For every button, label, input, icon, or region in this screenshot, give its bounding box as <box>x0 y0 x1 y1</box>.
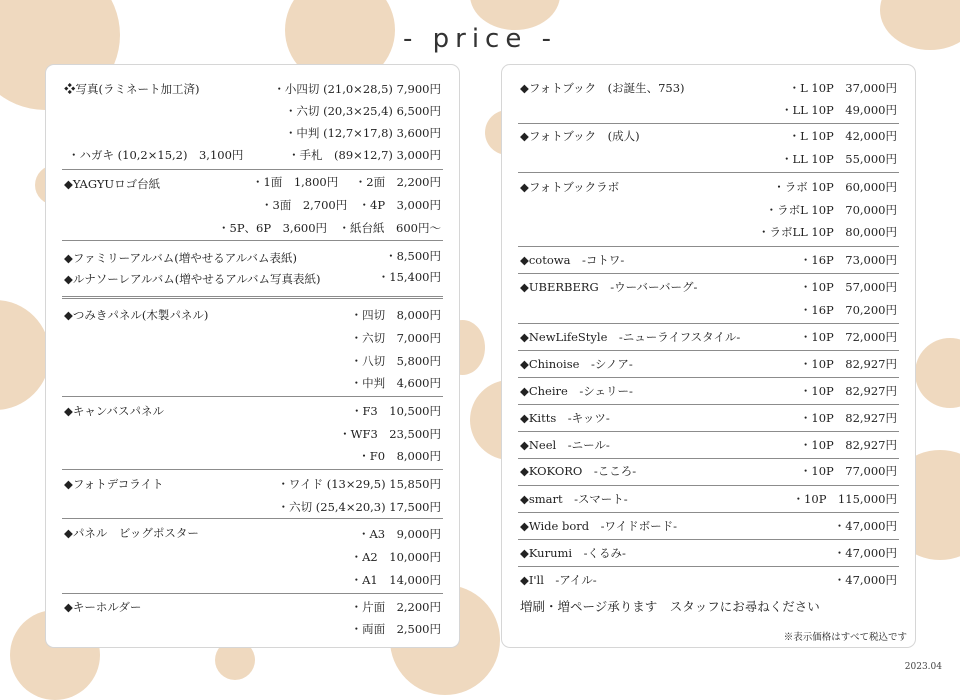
section-cotowa <box>518 246 899 274</box>
section-chinoise <box>518 350 899 378</box>
section-heading: ◆KOKORO -こころ- <box>520 464 637 478</box>
price-row: ・1面 1,800円 <box>252 175 339 189</box>
section-photobook-labo <box>518 172 899 247</box>
price-row: ・A1 14,000円 <box>350 573 441 587</box>
price-row: ・ワイド (13×29,5) 15,850円 <box>277 477 441 491</box>
section-heading: ◆cotowa -コトワ- <box>520 253 625 267</box>
price-row: ・5P、6P 3,600円 <box>218 221 328 235</box>
price-row: ・3面 2,700円 <box>261 198 348 212</box>
price-row: ・中判 (12,7×17,8) 3,600円 <box>284 126 441 140</box>
price-row: ・10P 72,000円 <box>799 330 897 344</box>
price-row: ・16P 70,200円 <box>799 303 897 317</box>
price-row: ・八切 5,800円 <box>350 354 441 368</box>
section-neel <box>518 431 899 459</box>
price-row: ・LL 10P 55,000円 <box>780 152 897 166</box>
price-row: ・8,500円 <box>385 249 441 263</box>
section-canvas-panel <box>62 396 443 470</box>
price-row: ・手札 (89×12,7) 3,000円 <box>288 148 441 162</box>
section-heading: ◆UBERBERG -ウーバーバーグ- <box>520 280 698 294</box>
price-row: ・16P 73,000円 <box>799 253 897 267</box>
section-photobook-birthday <box>518 73 899 124</box>
price-row: ・ラボL 10P 70,000円 <box>765 203 897 217</box>
section-uberberg <box>518 273 899 324</box>
section-tsumiki-panel <box>62 299 443 397</box>
section-cheire <box>518 377 899 405</box>
section-heading: ◆Cheire -シェリー- <box>520 384 633 398</box>
section-heading: ◆ファミリーアルバム(増やせるアルバム表紙) <box>64 251 297 265</box>
price-row: ・10P 77,000円 <box>799 464 897 478</box>
date-stamp: 2023.04 <box>904 662 942 672</box>
section-photo-decolight <box>62 469 443 519</box>
price-row: ・L 10P 37,000円 <box>788 81 897 95</box>
price-row: ・A2 10,000円 <box>350 550 441 564</box>
section-heading: ◆フォトデコライト <box>64 477 164 491</box>
price-row: ・四切 8,000円 <box>350 308 441 322</box>
section-smart <box>518 485 899 513</box>
background-dot <box>0 300 50 410</box>
section-newlifestyle <box>518 323 899 351</box>
section-heading: ◆パネル ビッグポスター <box>64 526 199 540</box>
page-title: - price - <box>402 24 557 54</box>
section-kokoro <box>518 458 899 486</box>
price-row: ・F0 8,000円 <box>358 449 441 463</box>
price-row: ・中判 4,600円 <box>350 376 441 390</box>
price-row: ・六切 (20,3×25,4) 6,500円 <box>284 104 441 118</box>
price-row: ・10P 115,000円 <box>792 492 897 506</box>
section-heading: ◆つみきパネル(木製パネル) <box>64 308 209 322</box>
section-heading: ◆キャンバスパネル <box>64 404 165 418</box>
section-heading: ◆Wide bord -ワイドボード- <box>520 519 678 533</box>
price-row: ・六切 (25,4×20,3) 17,500円 <box>277 500 441 514</box>
right-price-panel <box>501 64 916 648</box>
price-row: ・10P 82,927円 <box>799 357 897 371</box>
price-row: ・47,000円 <box>833 519 897 533</box>
section-heading: ◆YAGYUロゴ台紙 <box>64 177 161 191</box>
section-heading: ◆I'll -アイル- <box>520 573 597 587</box>
section-photobook-adult <box>518 123 899 173</box>
price-row: ・10P 57,000円 <box>799 280 897 294</box>
price-row: ・A3 9,000円 <box>357 527 441 541</box>
section-wide-bord <box>518 512 899 540</box>
section-keyholder <box>62 593 443 641</box>
price-row: ・10P 82,927円 <box>799 384 897 398</box>
section-heading: ◆smart -スマート- <box>520 492 628 506</box>
price-row: ・ラボLL 10P 80,000円 <box>757 225 897 239</box>
background-dot <box>915 338 960 408</box>
section-heading: ◆Kitts -キッツ- <box>520 411 610 425</box>
section-big-poster <box>62 518 443 594</box>
tax-note: ※表示価格はすべて税込です <box>783 632 907 643</box>
section-heading: ◆フォトブック (お誕生、753) <box>520 81 685 95</box>
section-heading: ◆Neel -ニール- <box>520 438 610 452</box>
section-kurumi <box>518 539 899 567</box>
section-kitts <box>518 404 899 432</box>
section-heading: ◆NewLifeStyle -ニューライフスタイル- <box>520 330 741 344</box>
price-row: ・LL 10P 49,000円 <box>780 103 897 117</box>
price-row: ・L 10P 42,000円 <box>788 129 897 143</box>
reprint-note: 増刷・増ページ承ります スタッフにお尋ねください <box>520 599 820 614</box>
section-heading: ◆ルナソーレアルバム(増やせるアルバム写真表紙) <box>64 272 321 286</box>
price-row: ・六切 7,000円 <box>350 331 441 345</box>
price-row: ・10P 82,927円 <box>799 411 897 425</box>
section-heading: ◆キーホルダー <box>64 600 142 614</box>
section-heading: ◆フォトブック (成人) <box>520 129 640 143</box>
price-row: ・ラボ 10P 60,000円 <box>773 180 897 194</box>
price-row: ・小四切 (21,0×28,5) 7,900円 <box>273 82 441 96</box>
price-row: ・47,000円 <box>833 573 897 587</box>
price-row: ・2面 2,200円 <box>354 175 441 189</box>
section-photo <box>62 73 443 170</box>
price-row: ・片面 2,200円 <box>350 600 441 614</box>
section-heading: ❖写真(ラミネート加工済) <box>64 82 200 96</box>
price-row: ・F3 10,500円 <box>350 404 441 418</box>
section-heading: ◆フォトブックラボ <box>520 180 620 194</box>
section-ill <box>518 566 899 593</box>
price-row: ・15,400円 <box>377 270 441 284</box>
section-heading: ◆Kurumi -くるみ- <box>520 546 626 560</box>
left-price-panel <box>45 64 460 648</box>
price-row: ・4P 3,000円 <box>358 198 441 212</box>
price-row: ・紙台紙 600円〜 <box>338 221 441 235</box>
price-row: ・ハガキ (10,2×15,2) 3,100円 <box>68 148 244 162</box>
section-heading: ◆Chinoise -シノア- <box>520 357 633 371</box>
price-row: ・47,000円 <box>833 546 897 560</box>
section-album <box>62 240 443 299</box>
price-row: ・WF3 23,500円 <box>339 427 441 441</box>
price-row: ・10P 82,927円 <box>799 438 897 452</box>
section-logo-mount <box>62 169 443 241</box>
price-row: ・両面 2,500円 <box>350 622 441 636</box>
